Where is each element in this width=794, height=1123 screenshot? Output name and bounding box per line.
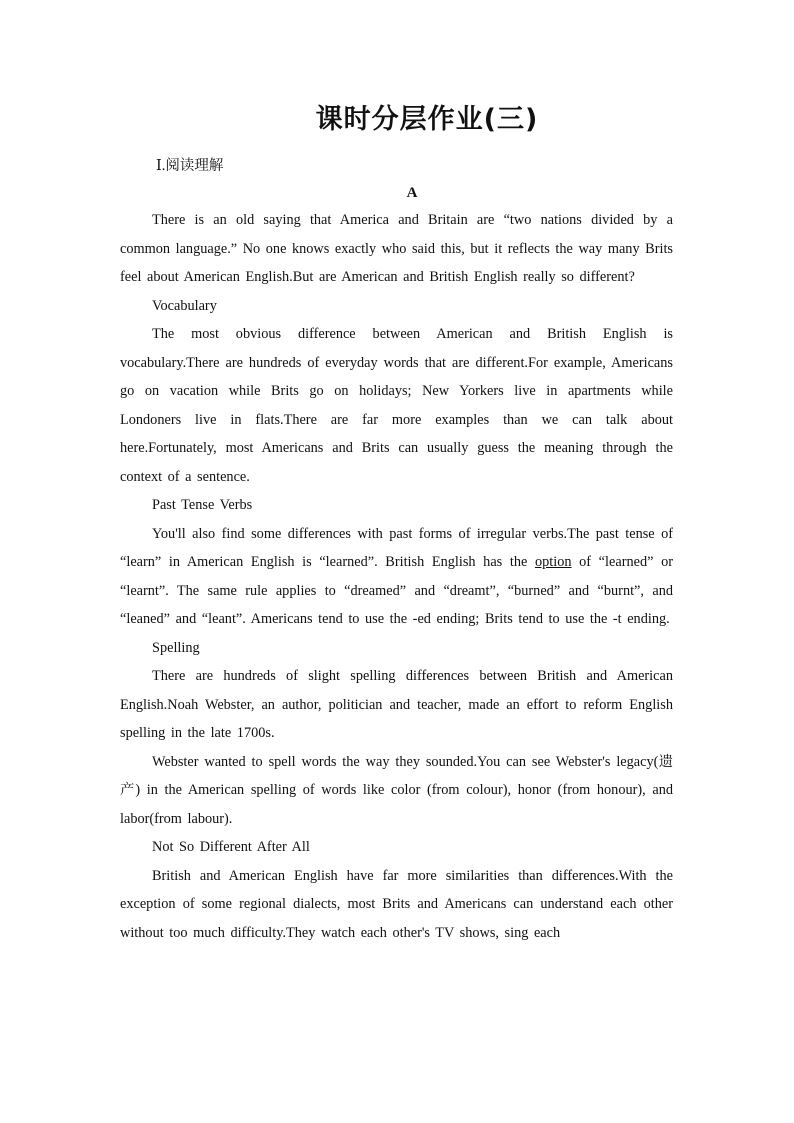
passage-label: A [406, 185, 418, 201]
subheading-spelling: Spelling [152, 639, 200, 656]
paragraph-past-tense-part1: You'll also find some differences with past forms of irregular verbs.The past tense of “learn” in American English is “learned”. British English has the [120, 525, 673, 570]
paragraph-vocabulary: The most obvious difference between American and British English is vocabulary.There are hundreds of everyday words that are different.For example, Americans go on vacation while Brits go on holidays; New Yorkers live in apartments while Londoners live in flats.There are far more examples than we can talk about here.Fortunately, most Americans and Brits can usually guess the meaning through the context of a sentence. [120, 326, 673, 485]
paragraph-spelling-1: There are hundreds of slight spelling differences between British and American English.Noah Webster, an author, politician and teacher, made an effort to reform English spelling in the late 1700s. [120, 668, 673, 741]
passage-body [120, 206, 673, 947]
subheading-past-tense: Past Tense Verbs [152, 497, 253, 513]
section-heading: Ⅰ.阅读理解 [156, 158, 224, 174]
paragraph-intro: There is an old saying that America and Britain are “two nations divided by a common language.” No one knows exactly who said this, but it reflects the way many Brits feel about American English.But are American and British English really so different? [120, 212, 673, 285]
paragraph-past-tense-part2: of “learned” or “learnt”. The same rule applies to “dreamed” and “dreamt”, “burned” and “burnt”, and “leaned” and “leant”. Americans tend to use the -ed ending; Brits tend to use the -t ending. [120, 554, 673, 627]
page-title: 课时分层作业(三) [315, 104, 539, 135]
paragraph-not-so-different: British and American English have far more similarities than differences.With the exception of some regional dialects, most Brits and Americans can understand each other without too much difficulty.They watch each other's TV shows, sing each [120, 867, 673, 941]
subheading-vocabulary: Vocabulary [152, 297, 217, 314]
underlined-word-option: option [534, 554, 572, 570]
paragraph-spelling-2: Webster wanted to spell words the way they sounded.You can see Webster's legacy(遗产) in the American spelling of words like color (from colour), honor (from honour), and labor(from labour). [120, 753, 673, 827]
subheading-not-so-different: Not So Different After All [152, 839, 310, 855]
paragraph-past-tense [120, 520, 673, 634]
